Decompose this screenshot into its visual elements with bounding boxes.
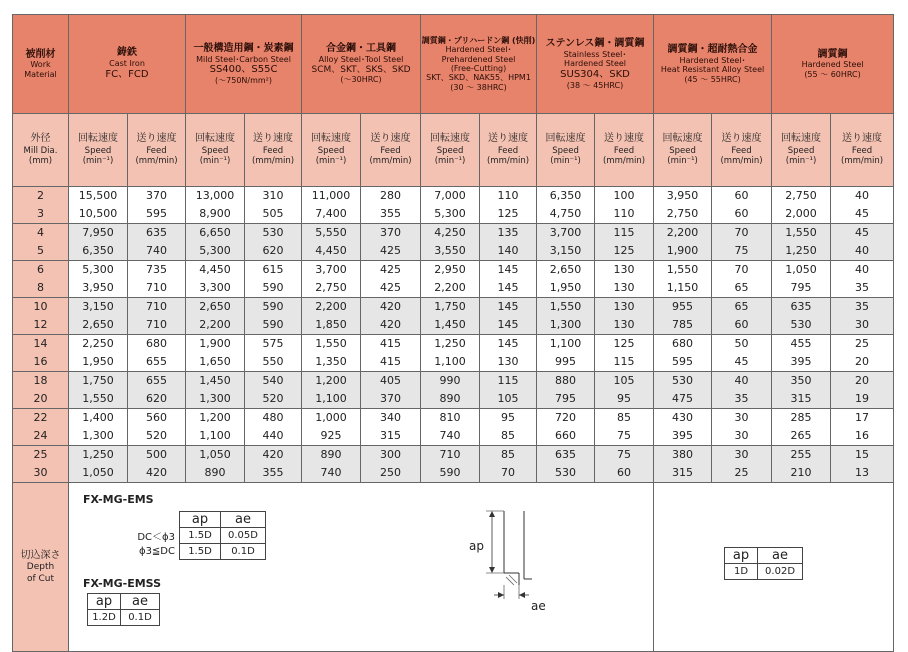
feed-cell: 25 20 [831,335,894,372]
material-header-prehardened-steel: 調質鋼・プリハードン鋼 (快削) Hardened Steel･Prehardened Steel (Free-Cutting) SKT、SKD、NAK55、HPM1 (30 ～ 38HRC) [421,15,537,114]
feed-cell: 30 30 [712,409,772,446]
material-header-alloy-steel: 合金鋼・工具鋼 Alloy Steel･Tool Steel SCM、SKT、SKS、SKD (～30HRC) [302,15,421,114]
speed-cell: 2,200 1,850 [302,298,361,335]
feed-cell: 50 45 [712,335,772,372]
table-row [13,446,894,483]
speed-cell: 15,500 10,500 [69,187,128,224]
mill-dia-cell: 25 30 [13,446,69,483]
material-header-heat-resistant: 調質鋼・超耐熱合金 Hardened Steel･ Heat Resistant Alloy Steel (45 ～ 55HRC) [654,15,772,114]
speed-cell: 1,200 1,100 [186,409,245,446]
feed-cell: 45 40 [831,224,894,261]
speed-cell: 1,050 890 [186,446,245,483]
feed-cell: 130 130 [595,298,654,335]
depth-of-cut-general [69,483,654,652]
feed-cell: 680 655 [128,335,186,372]
feed-cell: 40 35 [831,261,894,298]
emss-ap-header: ap [88,594,121,610]
depth-of-cut-diagram [414,503,534,613]
speed-cell: 3,700 2,750 [302,261,361,298]
speed-cell: 4,450 3,300 [186,261,245,298]
feed-cell: 145 145 [480,261,537,298]
feed-cell: 70 75 [712,224,772,261]
speed-cell: 4,250 3,550 [421,224,480,261]
speed-cell: 890 740 [302,446,361,483]
speed-cell: 255 210 [772,446,831,483]
depth-of-cut-row [13,483,894,652]
speed-cell: 430 395 [654,409,712,446]
speed-cell: 1,550 1,250 [772,224,831,261]
mill-dia-header: 外径 Mill Dia. (mm) [13,114,69,187]
diagram-ap-label: ap [469,539,484,553]
hardened-depth-table [724,547,803,580]
mill-dia-cell: 10 12 [13,298,69,335]
ems-row1-label: DC＜ϕ3 [87,528,180,544]
speed-cell: 285 265 [772,409,831,446]
speed-cell: 1,050 795 [772,261,831,298]
hard-ae-value: 0.02D [758,564,803,580]
feed-cell: 85 75 [595,409,654,446]
depth-of-cut-label: 切込深さ Depth of Cut [13,483,69,652]
feed-cell: 415 415 [361,335,421,372]
feed-cell: 340 315 [361,409,421,446]
speed-cell: 5,300 3,950 [69,261,128,298]
hard-ap-value: 1D [725,564,758,580]
speed-cell: 1,750 1,450 [421,298,480,335]
feed-cell: 425 425 [361,261,421,298]
speed-cell: 5,550 4,450 [302,224,361,261]
speed-cell: 1,550 1,300 [537,298,595,335]
speed-cell: 6,650 5,300 [186,224,245,261]
mill-dia-cell: 18 20 [13,372,69,409]
speed-cell: 710 590 [421,446,480,483]
feed-cell: 710 710 [128,298,186,335]
speed-cell: 2,750 2,000 [772,187,831,224]
feed-cell: 35 30 [831,298,894,335]
speed-cell: 955 785 [654,298,712,335]
hard-ap-header: ap [725,548,758,564]
mill-dia-cell: 2 3 [13,187,69,224]
speed-cell: 990 890 [421,372,480,409]
table-row [13,409,894,446]
speed-cell: 680 595 [654,335,712,372]
speed-cell: 1,000 925 [302,409,361,446]
speed-cell: 1,550 1,150 [654,261,712,298]
speed-cell: 635 530 [772,298,831,335]
feed-header: 送り速度 Feed (mm/min) [595,114,654,187]
table-row [13,335,894,372]
depth-of-cut-hardened [654,483,894,652]
feed-cell: 70 65 [712,261,772,298]
ems-row1-ae: 0.05D [221,528,266,544]
feed-cell: 590 590 [245,298,302,335]
ems-title: FX-MG-EMS [83,493,154,506]
cutting-conditions-table-wrap [12,14,893,652]
feed-header: 送り速度 Feed (mm/min) [712,114,772,187]
speed-header: 回転速度 Speed (min⁻¹) [69,114,128,187]
feed-cell: 575 550 [245,335,302,372]
speed-cell: 1,400 1,300 [69,409,128,446]
speed-cell: 1,450 1,300 [186,372,245,409]
feed-cell: 85 70 [480,446,537,483]
feed-cell: 540 520 [245,372,302,409]
speed-header: 回転速度 Speed (min⁻¹) [421,114,480,187]
feed-cell: 500 420 [128,446,186,483]
material-header-stainless-steel: ステンレス鋼・調質鋼 Stainless Steel･ Hardened Steel SUS304、SKD (38 ～ 45HRC) [537,15,654,114]
material-header-cast-iron: 鋳鉄 Cast Iron FC、FCD [69,15,186,114]
table-row [13,224,894,261]
feed-cell: 125 115 [595,335,654,372]
mill-dia-cell: 14 16 [13,335,69,372]
hard-ae-header: ae [758,548,803,564]
speed-cell: 7,950 6,350 [69,224,128,261]
feed-cell: 635 740 [128,224,186,261]
feed-cell: 60 60 [712,187,772,224]
speed-cell: 3,150 2,650 [69,298,128,335]
feed-cell: 115 105 [480,372,537,409]
speed-cell: 880 795 [537,372,595,409]
feed-cell: 735 710 [128,261,186,298]
speed-cell: 1,250 1,050 [69,446,128,483]
feed-cell: 40 45 [831,187,894,224]
speed-cell: 635 530 [537,446,595,483]
speed-cell: 810 740 [421,409,480,446]
speed-header: 回転速度 Speed (min⁻¹) [186,114,245,187]
speed-cell: 6,350 4,750 [537,187,595,224]
feed-cell: 370 595 [128,187,186,224]
table-row [13,261,894,298]
work-material-header: 被削材 Work Material [13,15,69,114]
ems-row2-ap: 1.5D [180,544,221,560]
feed-header: 送り速度 Feed (mm/min) [361,114,421,187]
feed-cell: 530 620 [245,224,302,261]
speed-cell: 720 660 [537,409,595,446]
speed-cell: 2,250 1,950 [69,335,128,372]
feed-cell: 560 520 [128,409,186,446]
speed-cell: 3,700 3,150 [537,224,595,261]
feed-cell: 480 440 [245,409,302,446]
speed-cell: 380 315 [654,446,712,483]
table-row [13,372,894,409]
feed-header: 送り速度 Feed (mm/min) [831,114,894,187]
speed-cell: 2,950 2,200 [421,261,480,298]
table-row [13,298,894,335]
feed-cell: 130 130 [595,261,654,298]
emss-ae-header: ae [121,594,160,610]
data-body [13,187,894,483]
feed-cell: 615 590 [245,261,302,298]
feed-cell: 420 355 [245,446,302,483]
feed-cell: 655 620 [128,372,186,409]
speed-cell: 1,250 1,100 [421,335,480,372]
speed-cell: 1,100 995 [537,335,595,372]
feed-cell: 145 145 [480,298,537,335]
speed-header: 回転速度 Speed (min⁻¹) [654,114,712,187]
speed-cell: 1,750 1,550 [69,372,128,409]
feed-cell: 310 505 [245,187,302,224]
speed-cell: 2,200 1,900 [654,224,712,261]
material-header-row [13,15,894,114]
speed-cell: 350 315 [772,372,831,409]
feed-cell: 17 16 [831,409,894,446]
speed-cell: 1,550 1,350 [302,335,361,372]
table-row [13,187,894,224]
feed-cell: 75 60 [595,446,654,483]
speed-cell: 530 475 [654,372,712,409]
speed-header: 回転速度 Speed (min⁻¹) [302,114,361,187]
feed-header: 送り速度 Feed (mm/min) [128,114,186,187]
ems-ae-header: ae [221,512,266,528]
material-header-mild-steel: 一般構造用鋼・炭素鋼 Mild Steel･Carbon Steel SS400、S55C (～750N/mm²) [186,15,302,114]
speed-cell: 2,650 2,200 [186,298,245,335]
speed-cell: 7,000 5,300 [421,187,480,224]
feed-cell: 100 110 [595,187,654,224]
speed-header: 回転速度 Speed (min⁻¹) [772,114,831,187]
feed-cell: 65 60 [712,298,772,335]
emss-table [87,593,160,626]
feed-cell: 420 420 [361,298,421,335]
ems-ap-header: ap [180,512,221,528]
feed-cell: 300 250 [361,446,421,483]
feed-header: 送り速度 Feed (mm/min) [245,114,302,187]
feed-cell: 145 130 [480,335,537,372]
feed-cell: 105 95 [595,372,654,409]
speed-cell: 3,950 2,750 [654,187,712,224]
speed-cell: 2,650 1,950 [537,261,595,298]
ems-table [87,511,266,560]
speed-cell: 11,000 7,400 [302,187,361,224]
ems-row1-ap: 1.5D [180,528,221,544]
feed-cell: 115 125 [595,224,654,261]
mill-dia-cell: 22 24 [13,409,69,446]
emss-ae-value: 0.1D [121,610,160,626]
feed-cell: 370 425 [361,224,421,261]
feed-cell: 405 370 [361,372,421,409]
feed-cell: 20 19 [831,372,894,409]
feed-cell: 135 140 [480,224,537,261]
feed-cell: 40 35 [712,372,772,409]
feed-cell: 95 85 [480,409,537,446]
mill-dia-cell: 6 8 [13,261,69,298]
feed-cell: 280 355 [361,187,421,224]
diagram-ae-label: ae [531,599,546,613]
speed-cell: 455 395 [772,335,831,372]
mill-dia-cell: 4 5 [13,224,69,261]
feed-cell: 30 25 [712,446,772,483]
speed-cell: 1,900 1,650 [186,335,245,372]
subheader-row [13,114,894,187]
speed-cell: 1,200 1,100 [302,372,361,409]
speed-header: 回転速度 Speed (min⁻¹) [537,114,595,187]
emss-ap-value: 1.2D [88,610,121,626]
ems-row2-label: ϕ3≦DC [87,544,180,560]
feed-cell: 110 125 [480,187,537,224]
emss-title: FX-MG-EMSS [83,577,162,590]
cutting-conditions-table [12,14,894,652]
ems-row2-ae: 0.1D [221,544,266,560]
feed-cell: 15 13 [831,446,894,483]
material-header-hardened-steel: 調質鋼 Hardened Steel (55 ～ 60HRC) [772,15,894,114]
speed-cell: 13,000 8,900 [186,187,245,224]
feed-header: 送り速度 Feed (mm/min) [480,114,537,187]
